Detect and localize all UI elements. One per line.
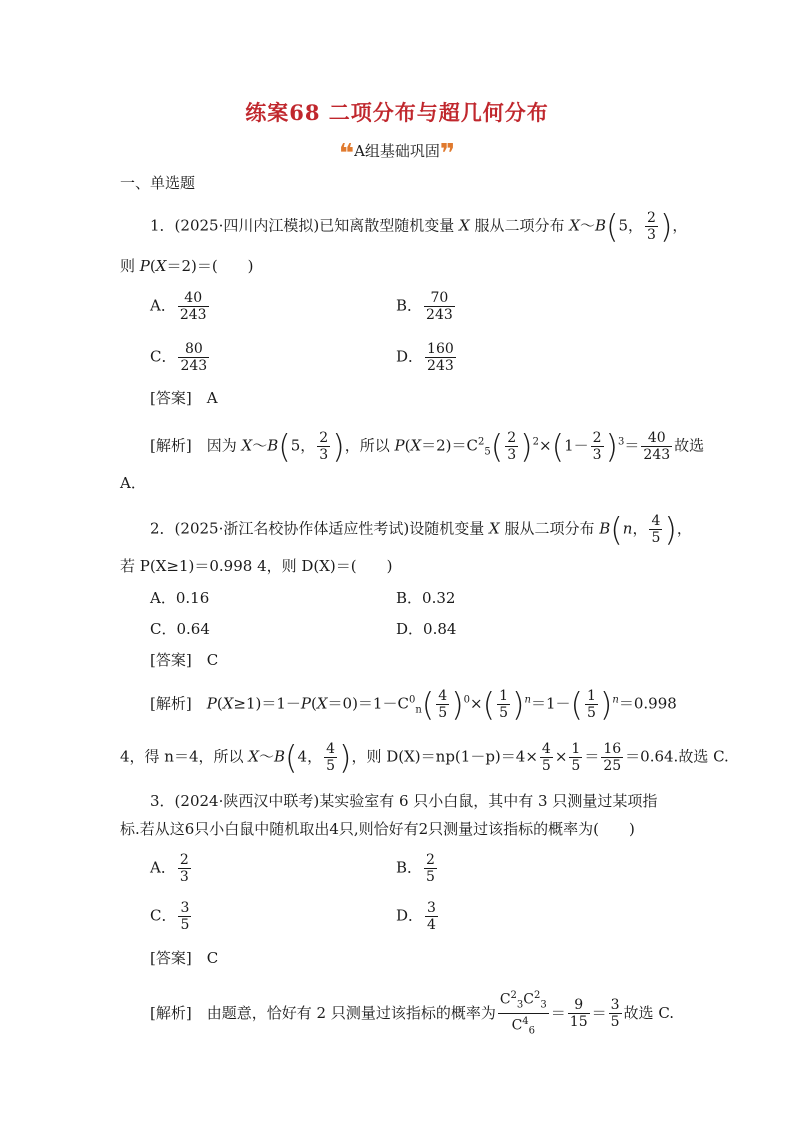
- q2-answer: [答案] C: [150, 651, 219, 669]
- q3-answer: [答案] C: [150, 949, 219, 967]
- q1-stem-line2: 则 P(X＝2)＝( ): [120, 257, 254, 275]
- q1-option-c[interactable]: C． $\frac{80}{243}$: [150, 341, 208, 374]
- open-quote-icon: ❝: [338, 139, 355, 169]
- q3-analysis: [解析] 由题意，恰好有 2 只测量过该指标的概率为 $\frac{C^2_3C^2_3}{C^4_6}$ ＝ $\frac{9}{15}$ ＝ $\frac{3}{5}$ 故选 C.: [150, 990, 675, 1037]
- q1-analysis: [解析] 因为 X～B(5， $\frac{2}{3}$ )，所以 $P(X=2)=C^2_5$( $\frac{2}{3}$ )$^2$×(1－ $\frac{2}{3}$ )$^3$＝ $\frac{40}{243}$ 故选: [150, 427, 705, 466]
- section-heading: 一、单选题: [120, 174, 196, 192]
- q3-stem-line1: 3．(2024·陕西汉中联考)某实验室有 6 只小白鼠，其中有 3 只测量过某项指: [150, 792, 658, 810]
- q1-option-b[interactable]: B． $\frac{70}{243}$: [396, 290, 453, 323]
- q3-option-d[interactable]: D． $\frac{3}{4}$: [396, 900, 436, 933]
- q2-analysis-end: 4，得 n＝4，所以 X～B(4， $\frac{4}{5}$ )，则 D(X)＝np(1－p)＝4× $\frac{4}{5}$ × $\frac{1}{5}$ ＝ $\frac{16}{25}$ ＝0.64.故选 C.: [120, 738, 729, 777]
- q2-option-a[interactable]: A．0.16: [150, 589, 210, 607]
- q2-stem-line1: 2．(2025·浙江名校协作体适应性考试)设随机变量 X 服从二项分布 B(n， $\frac{4}{5}$ )，: [150, 510, 692, 549]
- q1-analysis-end: A．: [120, 474, 146, 492]
- q1-option-a[interactable]: A． $\frac{40}{243}$: [150, 290, 207, 323]
- q2-option-b[interactable]: B．0.32: [396, 589, 456, 607]
- q1-answer: [答案] A: [150, 389, 218, 407]
- q3-option-b[interactable]: B． $\frac{2}{5}$: [396, 852, 435, 885]
- q3-stem-line2: 标.若从这6只小白鼠中随机取出4只,则恰好有2只测量过该指标的概率为( ): [120, 820, 635, 838]
- q2-analysis: [解析] $P(X\ge 1)=1-P(X=0)=1-C^0_n$( $\frac{4}{5}$ )$^0$×( $\frac{1}{5}$ )$^n$＝1－( $\frac{1}{5}$ )$^n$＝0.998: [150, 685, 677, 724]
- page-title: 练案68 二项分布与超几何分布: [245, 100, 549, 125]
- q2-option-d[interactable]: D．0.84: [396, 620, 457, 638]
- q1-option-d[interactable]: D． $\frac{160}{243}$: [396, 341, 454, 374]
- group-label: A组基础巩固: [354, 142, 440, 160]
- q1-stem-line1: 1．(2025·四川内江模拟)已知离散型随机变量 X 服从二项分布 X～B(5， $\frac{2}{3}$ )，: [150, 207, 688, 246]
- q3-option-a[interactable]: A． $\frac{2}{3}$: [150, 852, 189, 885]
- q2-stem-line2: 若 P(X≥1)＝0.998 4，则 D(X)＝( ): [120, 557, 393, 575]
- q3-option-c[interactable]: C． $\frac{3}{5}$: [150, 900, 190, 933]
- group-heading: [0, 139, 794, 169]
- close-quote-icon: ❞: [439, 139, 456, 169]
- q2-option-c[interactable]: C．0.64: [150, 620, 210, 638]
